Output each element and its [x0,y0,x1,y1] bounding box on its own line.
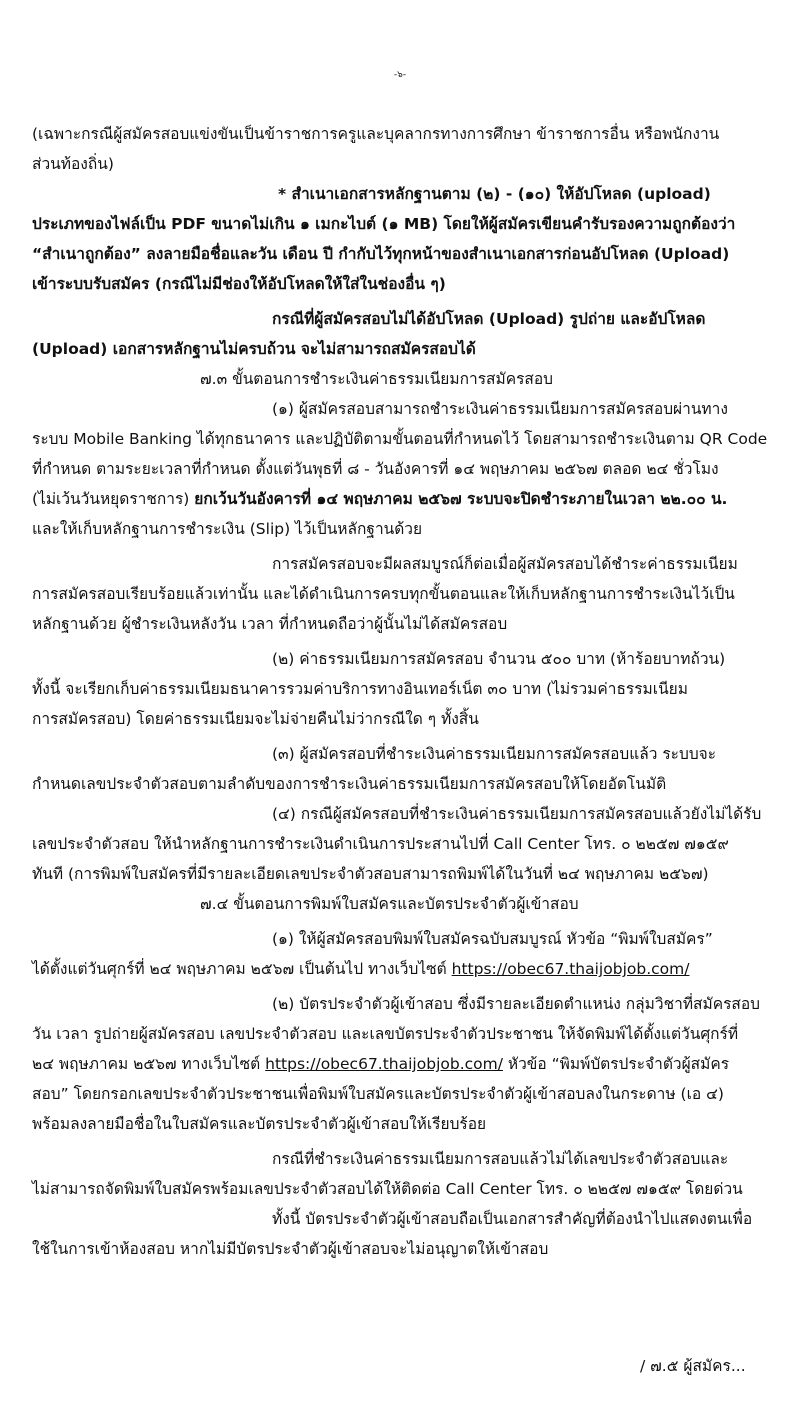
paragraph-line: ใช้ในการเข้าห้องสอบ หากไม่มีบัตรประจำตัวผู้เข้าสอบจะไม่อนุญาตให้เข้าสอบ [32,1240,549,1258]
paragraph-line: (๑) ผู้สมัครสอบสามารถชำระเงินค่าธรรมเนียมการสมัครสอบผ่านทาง [272,400,728,418]
paragraph-line: (๑) ให้ผู้สมัครสอบพิมพ์ใบสมัครฉบับสมบูรณ์ หัวข้อ “พิมพ์ใบสมัคร” [272,930,713,948]
paragraph-line [32,488,727,510]
paragraph-line: ทั้งนี้ บัตรประจำตัวผู้เข้าสอบถือเป็นเอกสารสำคัญที่ต้องนำไปแสดงตนเพื่อ [272,1210,753,1228]
paragraph-text: ได้ตั้งแต่วันศุกร์ที่ ๒๔ พฤษภาคม ๒๕๖๗ เป็นต้นไป ทางเว็บไซต์ [32,960,452,978]
paragraph-line [32,958,689,980]
paragraph-text: หัวข้อ “พิมพ์บัตรประจำตัวผู้สมัคร [502,1055,730,1073]
paragraph-line: (๔) กรณีผู้สมัครสอบที่ชำระเงินค่าธรรมเนียมการสมัครสอบแล้วยังไม่ได้รับ [272,805,762,823]
paragraph-line: เข้าระบบรับสมัคร (กรณีไม่มีช่องให้อัปโหลดให้ใส่ในช่องอื่น ๆ) [32,275,446,293]
section-heading: ๗.๓ ขั้นตอนการชำระเงินค่าธรรมเนียมการสมัครสอบ [200,370,554,388]
paragraph-line: วัน เวลา รูปถ่ายผู้สมัครสอบ เลขประจำตัวสอบ และเลขบัตรประจำตัวประชาชน ให้จัดพิมพ์ได้ตั้งแต่วันศุกร์ที่ [32,1025,739,1043]
paragraph-line: ไม่สามารถจัดพิมพ์ใบสมัครพร้อมเลขประจำตัวสอบได้ให้ติดต่อ Call Center โทร. ๐ ๒๒๕๗ ๗๑๕๙ โดยด่วน [32,1180,743,1198]
website-link[interactable]: https://obec67.thaijobjob.com/ [265,1055,503,1073]
paragraph-line: (๒) ค่าธรรมเนียมการสมัครสอบ จำนวน ๕๐๐ บาท (ห้าร้อยบาทถ้วน) [272,650,726,668]
section-heading: ๗.๔ ขั้นตอนการพิมพ์ใบสมัครและบัตรประจำตัวผู้เข้าสอบ [200,895,579,913]
paragraph-line: กรณีที่ผู้สมัครสอบไม่ได้อัปโหลด (Upload) รูปถ่าย และอัปโหลด [272,310,706,328]
paragraph-line: ทั้งนี้ จะเรียกเก็บค่าธรรมเนียมธนาคารรวมค่าบริการทางอินเทอร์เน็ต ๓๐ บาท (ไม่รวมค่าธรรมเนียม [32,680,688,698]
paragraph-line: การสมัครสอบเรียบร้อยแล้วเท่านั้น และได้ดำเนินการครบทุกขั้นตอนและให้เก็บหลักฐานการชำระเงินไว้เป็น [32,585,735,603]
paragraph-line: หลักฐานด้วย ผู้ชำระเงินหลังวัน เวลา ที่กำหนดถือว่าผู้นั้นไม่ได้สมัครสอบ [32,615,508,633]
paragraph-line: (เฉพาะกรณีผู้สมัครสอบแข่งขันเป็นข้าราชการครูและบุคลากรทางการศึกษา ข้าราชการอื่น หรือพนักงาน [32,125,720,143]
paragraph-line: (๒) บัตรประจำตัวผู้เข้าสอบ ซึ่งมีรายละเอียดตำแหน่ง กลุ่มวิชาที่สมัครสอบ [272,995,761,1013]
paragraph-line: ประเภทของไฟล์เป็น PDF ขนาดไม่เกิน ๑ เมกะไบต์ (๑ MB) โดยให้ผู้สมัครเขียนคำรับรองความถูกต้องว่า [32,215,736,233]
paragraph-line: “สำเนาถูกต้อง” ลงลายมือชื่อและวัน เดือน ปี กำกับไว้ทุกหน้าของสำเนาเอกสารก่อนอัปโหลด (Upload) [32,245,730,263]
paragraph-line [32,1053,729,1075]
paragraph-line: (๓) ผู้สมัครสอบที่ชำระเงินค่าธรรมเนียมการสมัครสอบแล้ว ระบบจะ [272,745,717,763]
paragraph-line: และให้เก็บหลักฐานการชำระเงิน (Slip) ไว้เป็นหลักฐานด้วย [32,520,423,538]
paragraph-line: ทันที (การพิมพ์ใบสมัครที่มีรายละเอียดเลขประจำตัวสอบสามารถพิมพ์ได้ในวันที่ ๒๔ พฤษภาคม ๒๕๖๗) [32,865,709,883]
paragraph-line: (Upload) เอกสารหลักฐานไม่ครบถ้วน จะไม่สามารถสมัครสอบได้ [32,340,476,358]
paragraph-line: การสมัครสอบจะมีผลสมบูรณ์ก็ต่อเมื่อผู้สมัครสอบได้ชำระค่าธรรมเนียม [272,555,738,573]
paragraph-line: พร้อมลงลายมือชื่อในใบสมัครและบัตรประจำตัวผู้เข้าสอบให้เรียบร้อย [32,1115,487,1133]
paragraph-line: ส่วนท้องถิ่น) [32,155,114,173]
page-number: -๖- [393,70,407,80]
emphasis-text: ยกเว้นวันอังคารที่ ๑๔ พฤษภาคม ๒๕๖๗ ระบบจะปิดชำระภายในเวลา ๒๒.๐๐ น. [194,490,728,508]
paragraph-line: เลขประจำตัวสอบ ให้นำหลักฐานการชำระเงินดำเนินการประสานไปที่ Call Center โทร. ๐ ๒๒๕๗ ๗๑๕๙ [32,835,729,853]
paragraph-text: (ไม่เว้นวันหยุดราชการ) [32,490,195,508]
paragraph-line: กรณีที่ชำระเงินค่าธรรมเนียมการสอบแล้วไม่ได้เลขประจำตัวสอบและ [272,1150,729,1168]
paragraph-text: ๒๔ พฤษภาคม ๒๕๖๗ ทางเว็บไซต์ [32,1055,266,1073]
paragraph-line: * สำเนาเอกสารหลักฐานตาม (๒) - (๑๐) ให้อัปโหลด (upload) [278,185,711,203]
paragraph-line: การสมัครสอบ) โดยค่าธรรมเนียมจะไม่จ่ายคืนไม่ว่ากรณีใด ๆ ทั้งสิ้น [32,710,479,728]
paragraph-line: ระบบ Mobile Banking ได้ทุกธนาคาร และปฏิบัติตามขั้นตอนที่กำหนดไว้ โดยสามารถชำระเงินตาม QR Code [32,430,768,448]
paragraph-line: กำหนดเลขประจำตัวสอบตามลำดับของการชำระเงินค่าธรรมเนียมการสมัครสอบให้โดยอัตโนมัติ [32,775,667,793]
continuation-note: / ๗.๕ ผู้สมัคร... [640,1357,746,1375]
paragraph-line: ที่กำหนด ตามระยะเวลาที่กำหนด ตั้งแต่วันพุธที่ ๘ - วันอังคารที่ ๑๔ พฤษภาคม ๒๕๖๗ ตลอด ๒๔ ชั่วโมง [32,460,719,478]
paragraph-line: สอบ” โดยกรอกเลขประจำตัวประชาชนเพื่อพิมพ์ใบสมัครและบัตรประจำตัวผู้เข้าสอบลงในกระดาษ (เอ ๔) [32,1085,724,1103]
website-link[interactable]: https://obec67.thaijobjob.com/ [451,960,690,978]
